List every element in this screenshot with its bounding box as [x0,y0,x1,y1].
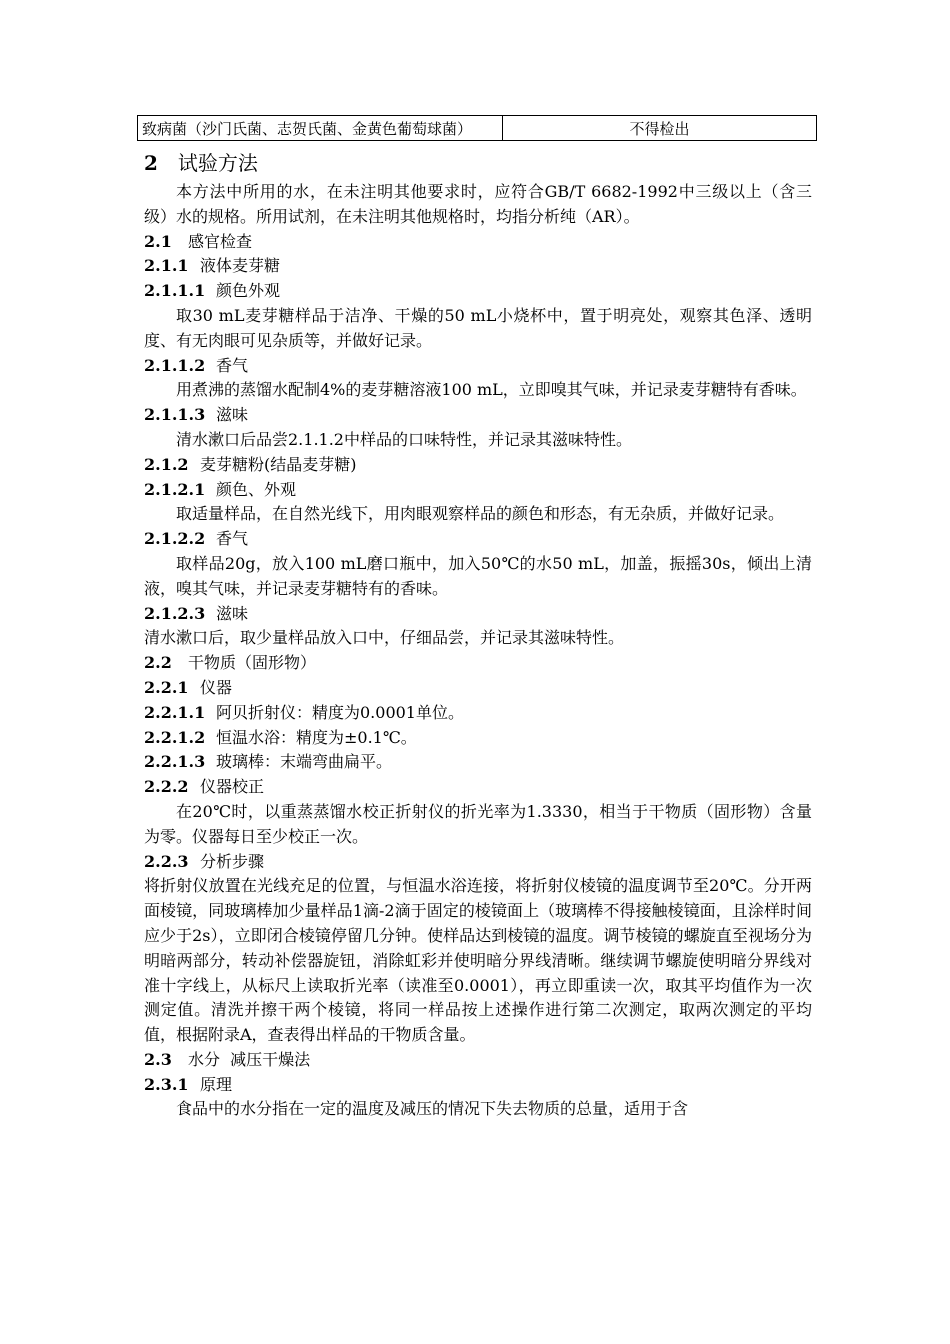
document-body [144,148,812,1122]
section-heading-2 [144,148,812,178]
paragraph-2-1-1-1: 取30 mL麦芽糖样品于洁净、干燥的50 mL小烧杯中，置于明亮处，观察其色泽、透明度、有无肉眼可见杂质等，并做好记录。 [144,305,812,350]
heading-2-2-1: 2.2.1 仪器 [144,677,233,697]
spec-table-row [137,115,817,141]
item-2-2-1-1: 2.2.1.1 阿贝折射仪：精度为0.0001单位。 [144,702,464,722]
table-cell-item: 致病菌（沙门氏菌、志贺氏菌、金黄色葡萄球菌） [138,116,503,140]
paragraph-2-1-2-1: 取适量样品，在自然光线下，用肉眼观察样品的颜色和形态，有无杂质，并做好记录。 [176,504,785,524]
heading-2-1-2-1: 2.1.2.1 颜色、外观 [144,479,297,499]
heading-2-3: 2.3 水分 减压干燥法 [144,1049,311,1069]
heading-2-1-2: 2.1.2 麦芽糖粉(结晶麦芽糖) [144,454,357,474]
paragraph-2-1-2-2: 取样品20g，放入100 mL磨口瓶中，加入50℃的水50 mL，加盖，振摇30s，倾出上清液，嗅其气味，并记录麦芽糖特有的香味。 [144,553,812,598]
heading-2-2-3: 2.2.3 分析步骤 [144,851,265,871]
heading-2-1-1: 2.1.1 液体麦芽糖 [144,256,281,276]
heading-2-1-1-3: 2.1.1.3 滋味 [144,405,249,425]
table-cell-requirement: 不得检出 [629,119,690,138]
heading-2-1-2-2: 2.1.2.2 香气 [144,529,249,549]
paragraph-2-1-1-3: 清水漱口后品尝2.1.1.2中样品的口味特性，并记录其滋味特性。 [176,429,632,449]
item-2-2-1-3: 2.2.1.3 玻璃棒：末端弯曲扁平。 [144,752,393,772]
section-title: 试验方法 [177,151,258,175]
paragraph-2-2-2: 在20℃时，以重蒸蒸馏水校正折射仪的折光率为1.3330，相当于干物质（固形物）含量为零。仪器每日至少校正一次。 [144,801,812,846]
heading-2-2-2: 2.2.2 仪器校正 [144,777,265,797]
heading-2-1-1-1: 2.1.1.1 颜色外观 [144,281,281,301]
heading-2-1: 2.1 感官检查 [144,231,253,251]
heading-2-3-1: 2.3.1 原理 [144,1074,233,1094]
paragraph-2-2-3: 将折射仪放置在光线充足的位置，与恒温水浴连接，将折射仪棱镜的温度调节至20℃。分开两面棱镜，同玻璃棒加少量样品1滴-2滴于固定的棱镜面上（玻璃棒不得接触棱镜面，且涂样时间应少于2s），立即闭合棱镜停留几分钟。使样品达到棱镜的温度。调节棱镜的螺旋直至视场分为明暗两部分，转动补偿器旋钮，消除虹彩并使明暗分界线清晰。继续调节螺旋使明暗分界线对准十字线上，从标尺上读取折光率（读准至0.0001），再立即重读一次，取其平均值作为一次测定值。清洗并擦干两个棱镜，将同一样品按上述操作进行第二次测定，取两次测定的平均值，根据附录A，查表得出样品的干物质含量。 [144,876,812,1045]
heading-2-1-2-3: 2.1.2.3 滋味 [144,603,249,623]
item-2-2-1-2: 2.2.1.2 恒温水浴：精度为±0.1℃。 [144,727,417,747]
intro-paragraph: 本方法中所用的水，在未注明其他要求时，应符合GB/T 6682-1992中三级以上（含三级）水的规格。所用试剂，在未注明其他规格时，均指分析纯（AR）。 [144,182,812,226]
heading-2-2: 2.2 干物质（固形物） [144,653,317,673]
paragraph-2-1-1-2: 用煮沸的蒸馏水配制4%的麦芽糖溶液100 mL，立即嗅其气味，并记录麦芽糖特有香味。 [176,380,807,400]
paragraph-2-3-1: 食品中的水分指在一定的温度及减压的情况下失去物质的总量，适用于含 [176,1099,689,1119]
heading-2-1-1-2: 2.1.1.2 香气 [144,355,249,375]
paragraph-2-1-2-3: 清水漱口后，取少量样品放入口中，仔细品尝，并记录其滋味特性。 [144,628,625,648]
section-number: 2 [144,151,158,175]
